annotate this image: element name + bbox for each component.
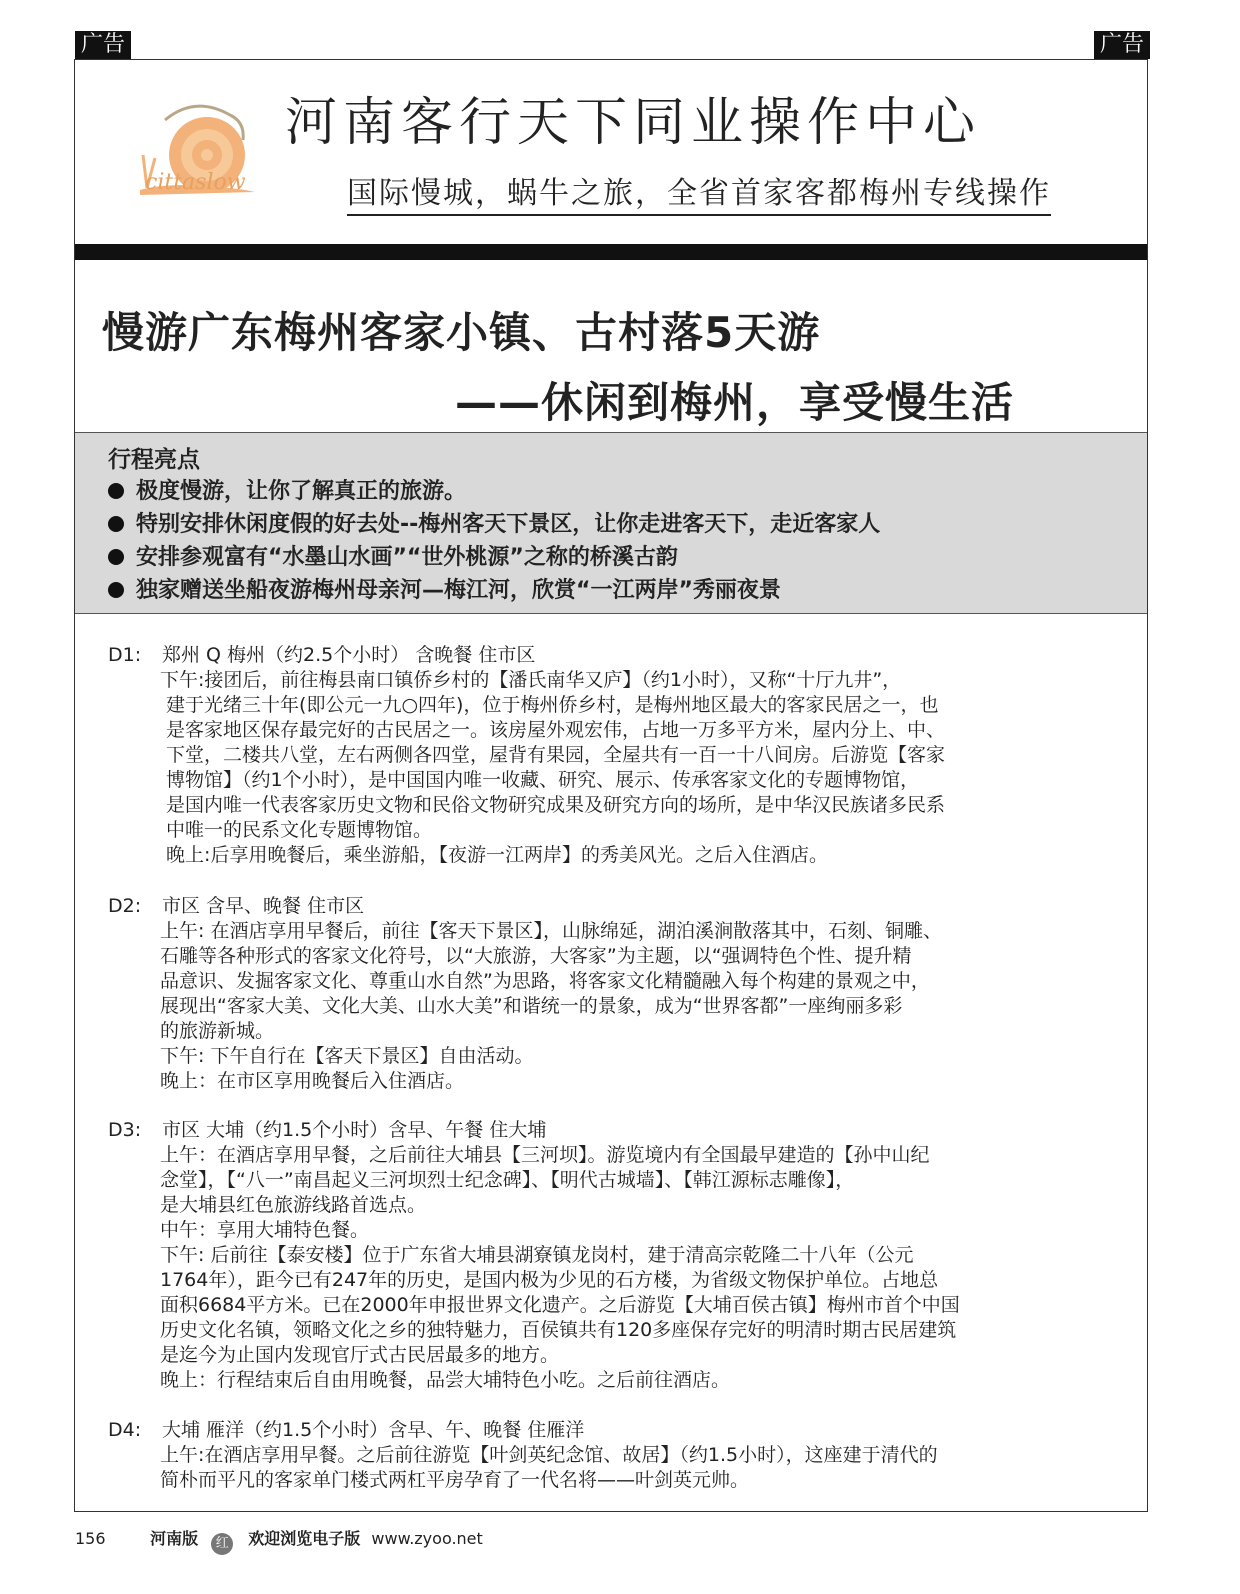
- day-3: [108, 1118, 1148, 1393]
- bullet-icon: [108, 483, 124, 499]
- highlights-box: [75, 432, 1147, 614]
- headline-main: 慢游广东梅州客家小镇、古村落5天游: [102, 308, 821, 357]
- edition-badge-icon: 红: [211, 1533, 233, 1555]
- day-1: [108, 643, 1148, 868]
- bullet-icon: [108, 516, 124, 532]
- day-header: D2: 市区 含早、晚餐 住市区: [108, 895, 365, 917]
- highlights-list: [108, 475, 880, 607]
- bullet-icon: [108, 582, 124, 598]
- ad-tag-left: 广告: [75, 31, 131, 59]
- bullet-icon: [108, 549, 124, 565]
- headline-sub: ——休闲到梅州，享受慢生活: [455, 378, 1015, 427]
- ad-subtitle: 国际慢城，蜗牛之旅，全省首家客都梅州专线操作: [347, 168, 1051, 216]
- page-footer: [75, 1526, 483, 1555]
- highlight-item: 独家赠送坐船夜游梅州母亲河—梅江河，欣赏“一江两岸”秀丽夜景: [108, 574, 880, 607]
- highlight-item: 极度慢游，让你了解真正的旅游。: [108, 475, 880, 508]
- day-header: D3: 市区 大埔（约1.5个小时）含早、午餐 住大埔: [108, 1119, 547, 1141]
- day-body: 上午:在酒店享用早餐。之后前往游览【叶剑英纪念馆、故居】（约1.5小时），这座建于清代的 简朴而平凡的客家单门楼式两杠平房孕育了一代名将——叶剑英元帅。: [160, 1444, 938, 1491]
- divider-bar: [75, 244, 1147, 260]
- day-header: D4: 大埔 雁洋（约1.5个小时）含早、午、晚餐 住雁洋: [108, 1419, 585, 1441]
- ad-tag-right: 广告: [1094, 31, 1150, 59]
- highlight-item: 安排参观富有“水墨山水画”“世外桃源”之称的桥溪古韵: [108, 541, 880, 574]
- logo-text: cittaslow: [145, 170, 246, 195]
- edition-label: 河南版: [150, 1529, 199, 1548]
- day-body: 下午:接团后，前往梅县南口镇侨乡村的【潘氏南华又庐】（约1小时），又称“十厅九井”， 建于光绪三十年(即公元一九○四年)，位于梅州侨乡村，是梅州地区最大的客家民居之一，也 是客家地区保存最完好的古民居之一。该房屋外观宏伟，占地一万多平方米，屋内分上、中、 下堂，二楼共八堂，左右两侧各四堂，屋背有果园，全屋共有一百一十八间房。后游览【客家 博物馆】（约1个小时），是中国国内唯一收藏、研究、展示、传承客家文化的专题博物馆， 是国内唯一代表客家历史文物和民俗文物研究成果及研究方向的场所，是中华汉民族诸多民系 中唯一的民系文化专题博物馆。 晚上:后享用晚餐后，乘坐游船，【夜游一江两岸】的秀美风光。之后入住酒店。: [160, 669, 946, 866]
- ad-main-title: 河南客行天下同业操作中心: [285, 93, 982, 153]
- day-body: 上午: 在酒店享用早餐后，前往【客天下景区】，山脉绵延，湖泊溪涧散落其中，石刻、铜雕、 石雕等各种形式的客家文化符号，以“大旅游，大客家”为主题，以“强调特色个性、提升精 品意识、发掘客家文化、尊重山水自然”为思路，将客家文化精髓融入每个构建的景观之中， 展现出“客家大美、文化大美、山水大美”和谐统一的景象，成为“世界客都”一座绚丽多彩 的旅游新城。 下午: 下午自行在【客天下景区】自由活动。 晚上：在市区享用晚餐后入住酒店。: [160, 920, 942, 1092]
- day-header: D1: 郑州 Q 梅州（约2.5个小时） 含晚餐 住市区: [108, 644, 536, 666]
- welcome-text: 欢迎浏览电子版: [248, 1529, 361, 1548]
- day-4: [108, 1418, 1148, 1493]
- day-2: [108, 894, 1148, 1094]
- ad-header: [75, 60, 1147, 244]
- highlights-title: 行程亮点: [108, 447, 200, 473]
- page-number: 156: [75, 1529, 106, 1548]
- day-body: 上午：在酒店享用早餐，之后前往大埔县【三河坝】。游览境内有全国最早建造的【孙中山纪 念堂】，【“八一”南昌起义三河坝烈士纪念碑】、【明代古城墙】、【韩江源标志雕像】， 是大埔县红色旅游线路首选点。 中午：享用大埔特色餐。 下午: 后前往【泰安楼】位于广东省大埔县湖寮镇龙岗村，建于清高宗乾隆二十八年（公元 1764年），距今已有247年的历史，是国内极为少见的石方楼，为省级文物保护单位。占地总 面积6684平方米。已在2000年申报世界文化遗产。之后游览【大埔百侯古镇】梅州市首个中国 历史文化名镇，领略文化之乡的独特魅力，百侯镇共有120多座保存完好的明清时期古民居建筑 是迄今为止国内发现官厅式古民居最多的地方。 晚上：行程结束后自由用晚餐，品尝大埔特色小吃。之后前往酒店。: [160, 1144, 960, 1391]
- highlight-item: 特别安排休闲度假的好去处--梅州客天下景区，让你走进客天下，走近客家人: [108, 508, 880, 541]
- site-url[interactable]: www.zyoo.net: [371, 1529, 483, 1548]
